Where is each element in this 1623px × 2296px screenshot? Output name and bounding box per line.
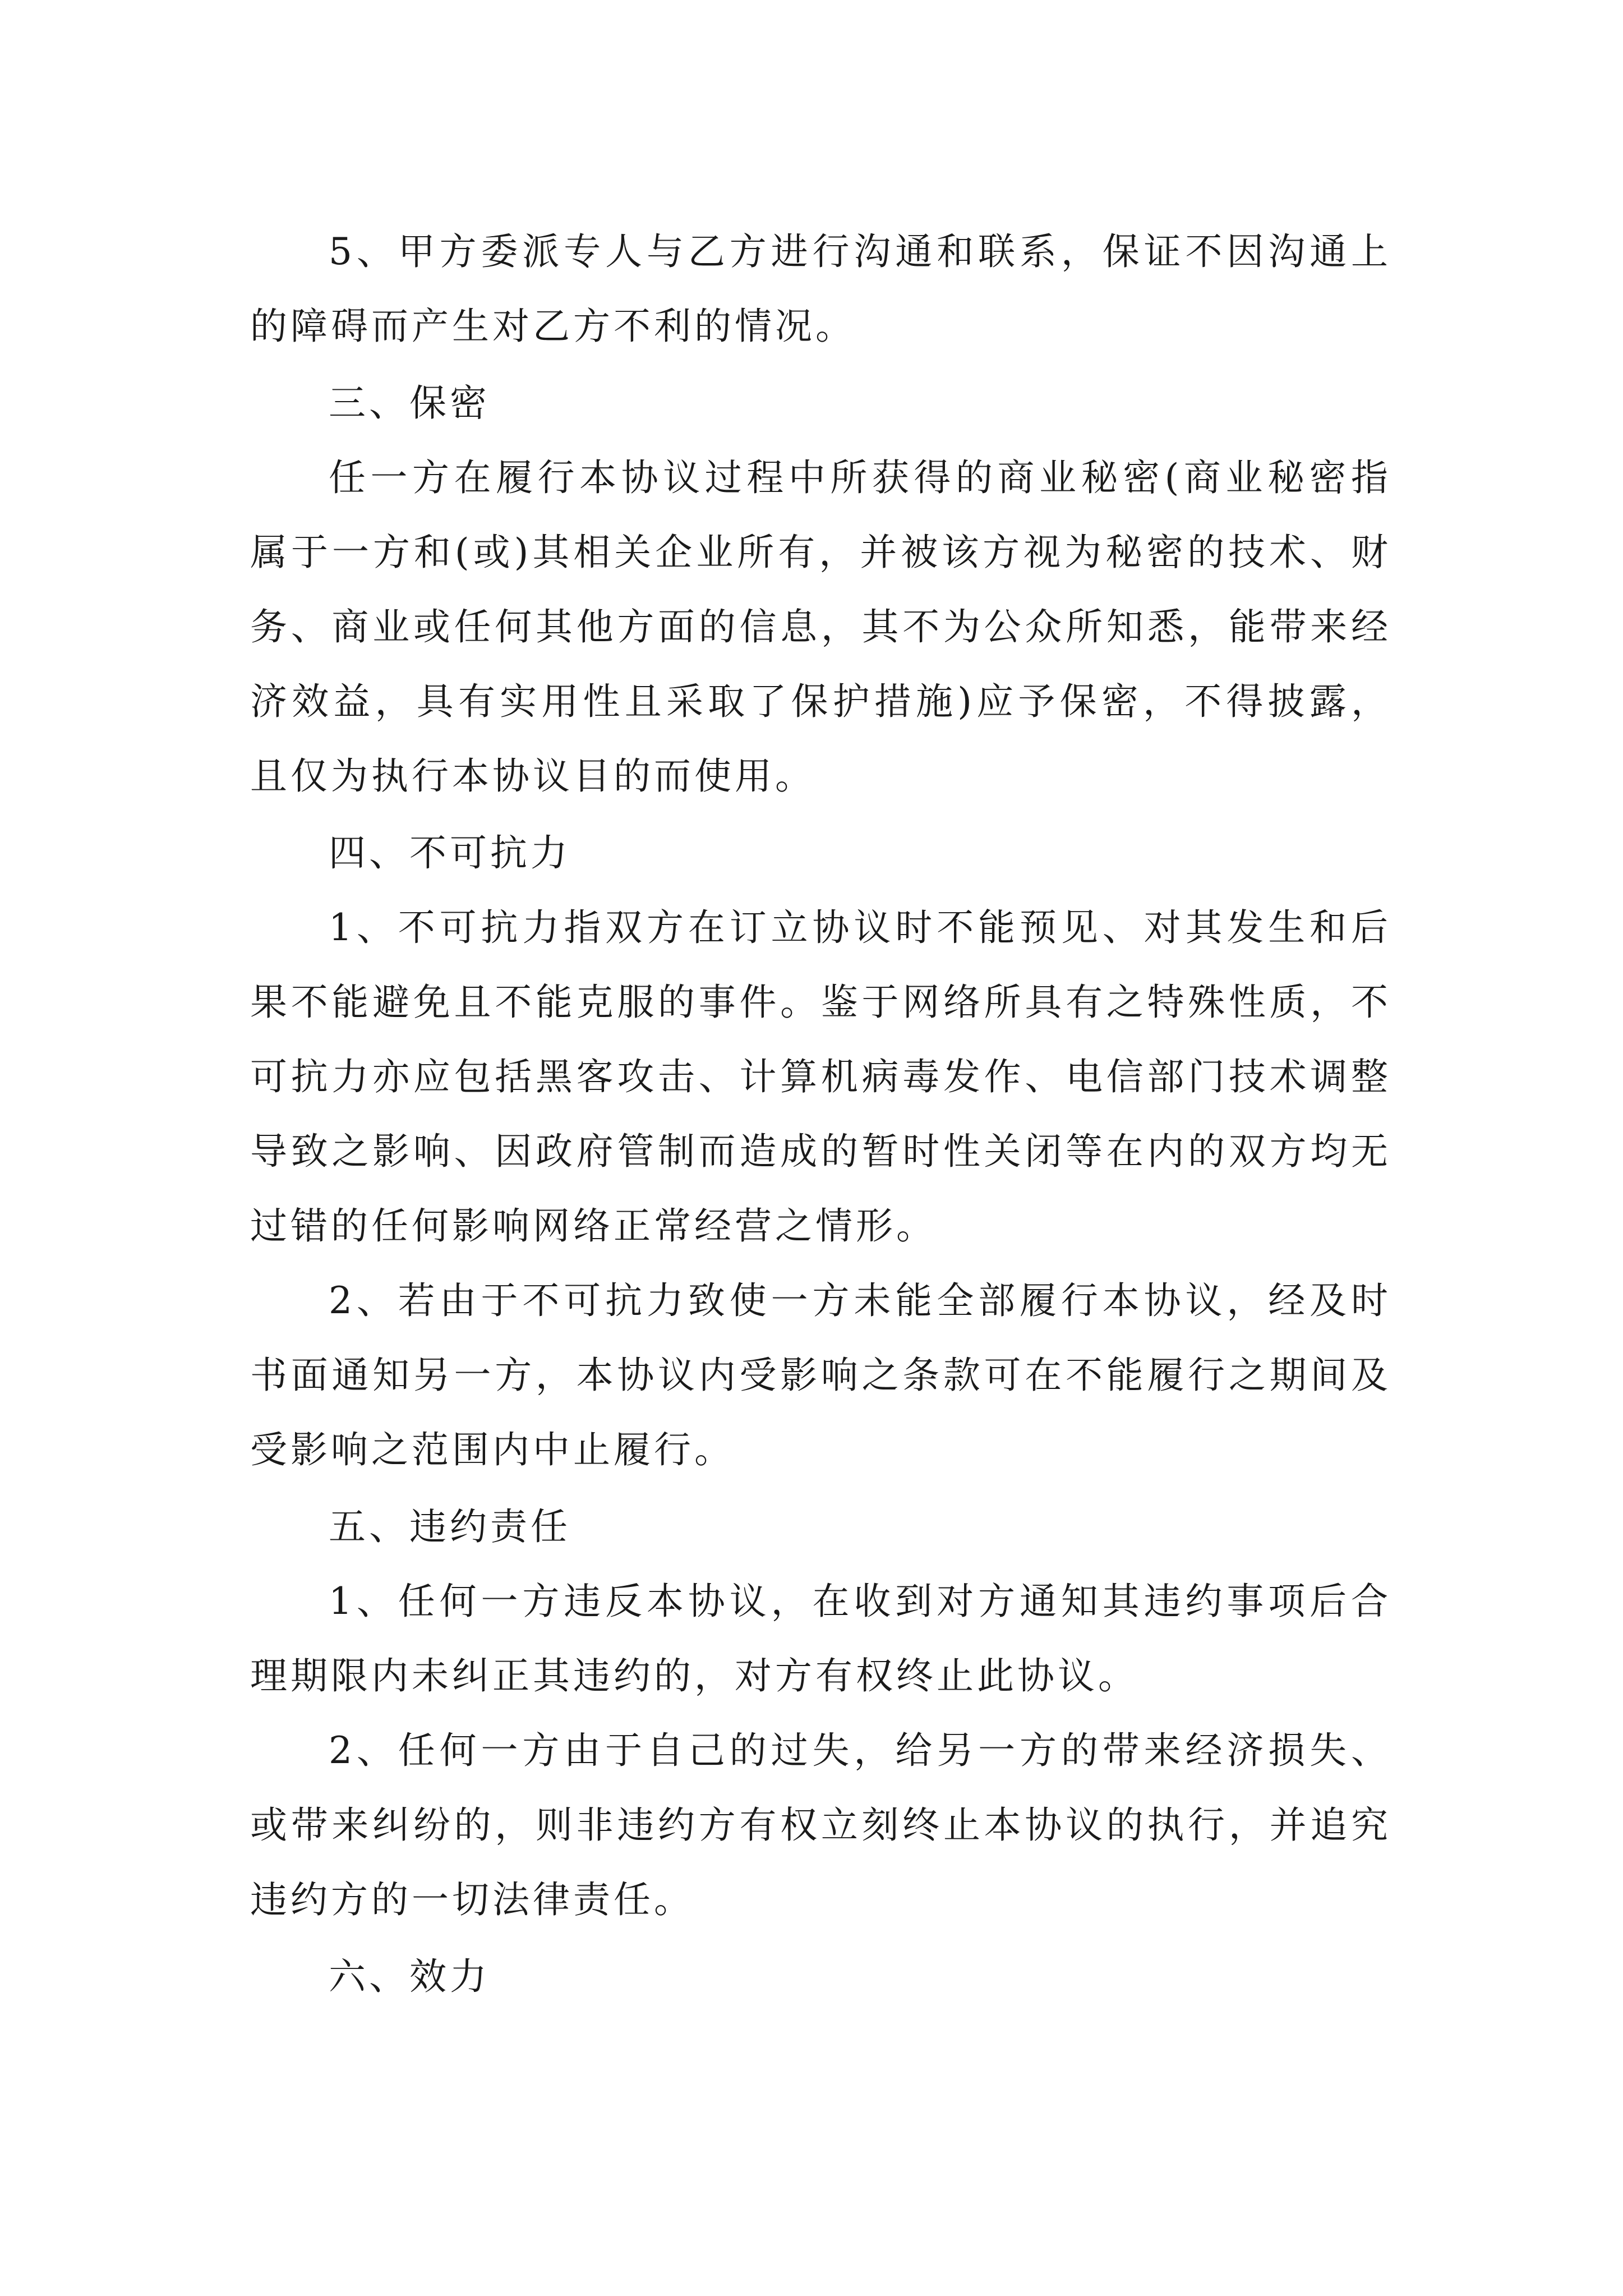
- section-heading-confidentiality: 三、保密: [329, 381, 490, 425]
- clause-paragraph: 5、甲方委派专人与乙方进行沟通和联系，保证不因沟通上的障碍而产生对乙方不利的情况。: [250, 230, 1391, 348]
- clause-paragraph: 2、若由于不可抗力致使一方未能全部履行本协议，经及时书面通知另一方，本协议内受影响之条款可在不能履行之期间及受影响之范围内中止履行。: [250, 1279, 1391, 1471]
- clause-paragraph: 2、任何一方由于自己的过失，给另一方的带来经济损失、或带来纠纷的，则非违约方有权立刻终止本协议的执行，并追究违约方的一切法律责任。: [250, 1729, 1391, 1921]
- section-heading-force-majeure: 四、不可抗力: [329, 831, 571, 875]
- clause-paragraph: 任一方在履行本协议过程中所获得的商业秘密(商业秘密指属于一方和(或)其相关企业所有，并被该方视为秘密的技术、财务、商业或任何其他方面的信息，其不为公众所知悉，能带来经济效益，具有实用性且采取了保护措施)应予保密，不得披露，且仅为执行本协议目的而使用。: [250, 456, 1391, 798]
- section-heading-liability: 五、违约责任: [329, 1505, 571, 1548]
- clause-paragraph: 1、不可抗力指双方在订立协议时不能预见、对其发生和后果不能避免且不能克服的事件。鉴于网络所具有之特殊性质，不可抗力亦应包括黑客攻击、计算机病毒发作、电信部门技术调整导致之影响、因政府管制而造成的暂时性关闭等在内的双方均无过错的任何影响网络正常经营之情形。: [250, 906, 1391, 1248]
- document-body: [250, 214, 1391, 2014]
- clause-paragraph: 1、任何一方违反本协议，在收到对方通知其违约事项后合理期限内未纠正其违约的，对方有权终止此协议。: [250, 1580, 1391, 1697]
- section-heading-effect: 六、效力: [329, 1955, 490, 1998]
